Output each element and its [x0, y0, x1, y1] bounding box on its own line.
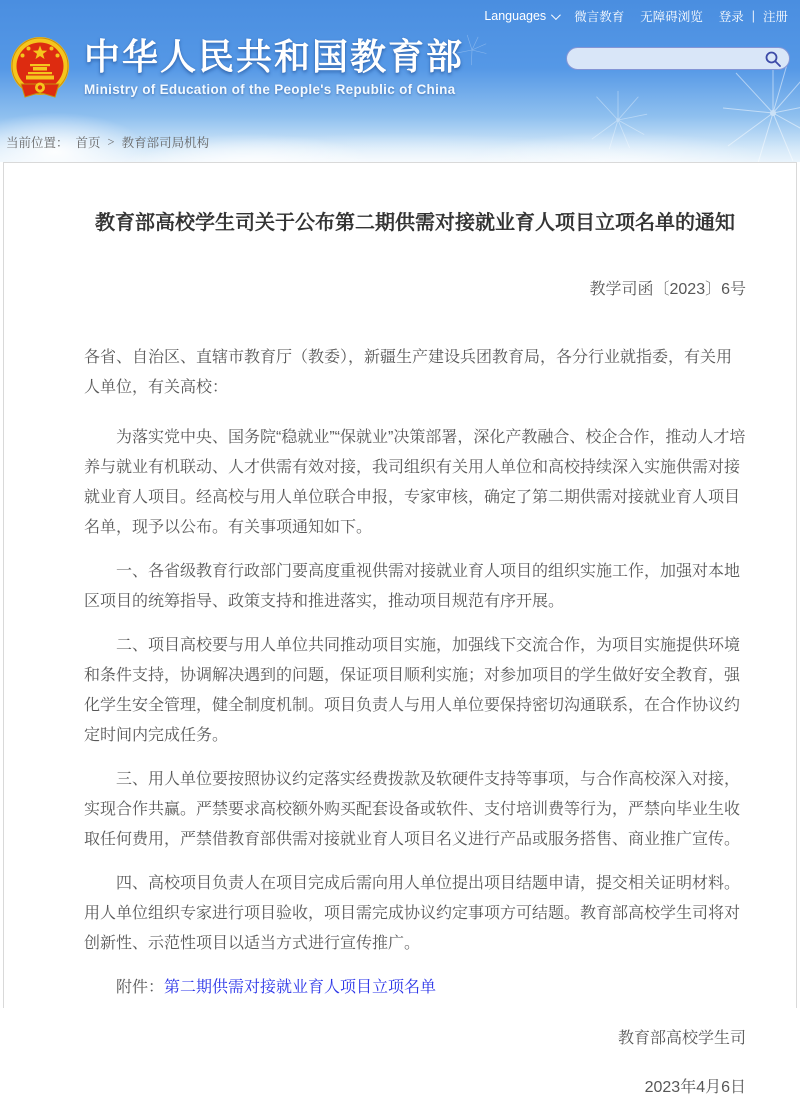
- languages-label: Languages: [484, 9, 547, 23]
- site-subtitle: Ministry of Education of the People's Republic of China: [84, 81, 456, 97]
- body-paragraph: 四、高校项目负责人在项目完成后需向用人单位提出项目结题申请，提交相关证明材料。用人单位组织专家进行项目验收，项目需完成协议约定事项方可结题。教育部高校学生司将对创新性、示范性项目以适当方式进行宣传推广。: [84, 875, 741, 952]
- document-content-panel: [3, 162, 797, 1096]
- body-paragraph: 为落实党中央、国务院“稳就业”“保就业”决策部署，深化产教融合、校企合作，推动人才培养与就业有机联动、人才供需有效对接，我司组织有关用人单位和高校持续深入实施供需对接就业育人项目。经高校与用人单位联合申报，专家审核，确定了第二期供需对接就业育人项目名单，现予以公布。有关事项通知如下。: [84, 429, 746, 536]
- languages-menu[interactable]: [484, 9, 558, 23]
- attachment-line: [84, 973, 746, 1003]
- chevron-down-icon: [551, 10, 561, 20]
- site-header: [0, 0, 800, 162]
- dandelion-decoration-icon: [586, 88, 650, 152]
- site-logo-block[interactable]: [9, 35, 464, 103]
- register-link[interactable]: 注册: [762, 10, 788, 24]
- issuing-department: 教育部高校学生司: [617, 1030, 746, 1047]
- topbar-separator: |: [751, 9, 755, 23]
- breadcrumb-label: 当前位置：: [6, 136, 69, 150]
- body-paragraph: 二、项目高校要与用人单位共同推动项目实施，加强线下交流合作，为项目实施提供环境和条件支持，协调解决遇到的问题，保证项目顺利实施；对参加项目的学生做好安全教育，强化学生安全管理，健全制度机制。项目负责人与用人单位要保持密切沟通联系，在合作协议约定时间内完成任务。: [84, 637, 741, 744]
- document-date: 2023年4月6日: [644, 1079, 746, 1096]
- utility-topbar: [484, 7, 788, 25]
- body-paragraph: 三、用人单位要按照协议约定落实经费拨款及软硬件支持等事项，与合作高校深入对接，实现合作共赢。严禁要求高校额外购买配套设备或软件、支付培训费等行为，严禁向毕业生收取任何费用，严禁借教育部供需对接就业育人项目名义进行产品或服务搭售、商业推广宣传。: [84, 771, 741, 848]
- document-title: 教育部高校学生司关于公布第二期供需对接就业育人项目立项名单的通知: [95, 212, 735, 234]
- breadcrumb-separator: >: [107, 134, 115, 149]
- attachment-label: 附件：: [116, 979, 165, 996]
- search-icon: [765, 51, 781, 67]
- breadcrumb-home-link[interactable]: 首页: [75, 136, 101, 150]
- salutation-paragraph: 各省、自治区、直辖市教育厅（教委），新疆生产建设兵团教育局，各分行业就指委，有关用人单位，有关高校：: [84, 349, 733, 396]
- topbar-link-weiyan-jiaoyu[interactable]: 微言教育: [574, 10, 625, 24]
- login-link[interactable]: 登录: [718, 10, 744, 24]
- dandelion-decoration-icon: [718, 58, 800, 162]
- document-number: 教学司函〔2023〕6号: [589, 281, 746, 298]
- national-emblem-logo: [9, 35, 71, 103]
- search-input[interactable]: [567, 48, 763, 69]
- site-title-block: [84, 37, 464, 97]
- attachment-link[interactable]: 第二期供需对接就业育人项目立项名单: [164, 979, 437, 996]
- breadcrumb-current-link[interactable]: 教育部司局机构: [121, 136, 210, 150]
- breadcrumb: [6, 133, 209, 151]
- body-paragraph: 一、各省级教育行政部门要高度重视供需对接就业育人项目的组织实施工作，加强对本地区项目的统筹指导、政策支持和推进落实，推动项目规范有序开展。: [84, 563, 741, 610]
- search-box: [566, 47, 790, 70]
- search-button[interactable]: [763, 47, 789, 70]
- topbar-link-accessibility[interactable]: 无障碍浏览: [640, 10, 703, 24]
- site-title: 中华人民共和国教育部: [84, 36, 465, 77]
